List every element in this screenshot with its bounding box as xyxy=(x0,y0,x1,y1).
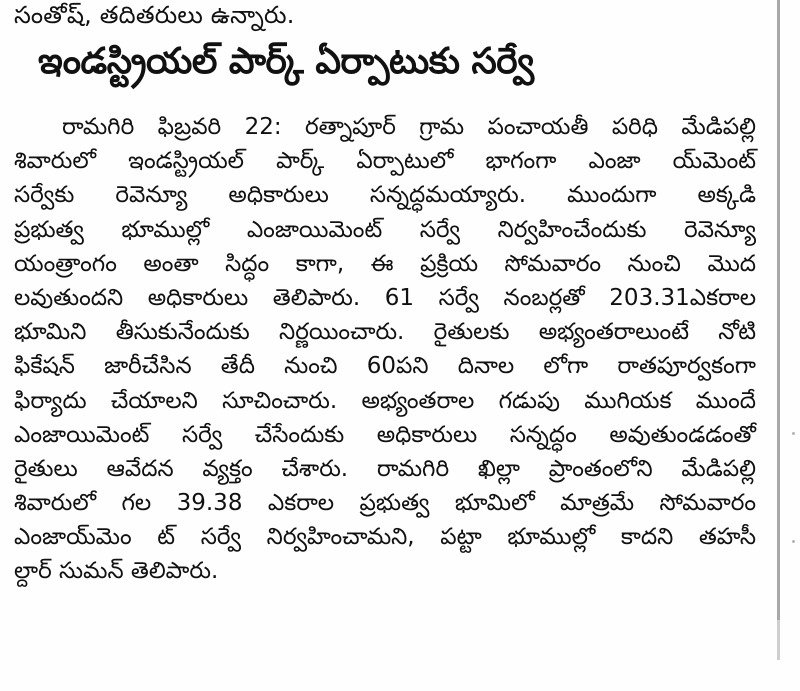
body-line: శివారులో గల 39.38 ఎకరాల ప్రభుత్వ భూమిలో మాత్రమే సోమవారం xyxy=(14,490,756,517)
body-line: ఎంజాయ్‌మెం ట్ సర్వే నిర్వహించామని, పట్టా భూముల్లో కాదని తహసీ xyxy=(14,524,756,551)
body-line: ఫికేషన్ జారీచేసిన తేదీ నుంచి 60పని దినాల లోగా రాతపూర్వకంగా xyxy=(14,353,756,380)
scan-speck xyxy=(792,540,795,543)
body-line: శివారులో ఇండస్ట్రియల్ పార్క్ ఏర్పాటులో భాగంగా ఎంజా య్‌మెంట్ xyxy=(14,148,756,175)
body-line: లవుతుందని అధికారులు తెలిపారు. 61 సర్వే నంబర్లతో 203.31ఎకరాల xyxy=(14,284,756,311)
body-line: రామగిరి ఫిబ్రవరి 22: రత్నాపూర్ గ్రామ పంచాయతీ పరిధి మేడిపల్లి xyxy=(62,114,756,140)
body-line: రైతులు ఆవేదన వ్యక్తం చేశారు. రామగిరి ఖిల్లా ప్రాంతంలోని మేడిపల్లి xyxy=(14,455,756,482)
body-line: భూమిని తీసుకునేందుకు నిర్ణయించారు. రైతులకు అభ్యంతరాలుంటే నోటి xyxy=(14,319,756,346)
body-line: ఫిర్యాదు చేయాలని సూచించారు. అభ్యంతరాల గడుపు ముగియక ముందే xyxy=(14,387,756,414)
body-line: ఎంజాయిమెంట్ సర్వే చేసేందుకు అధికారులు సన్నద్ధం అవుతుండడంతో xyxy=(14,421,756,448)
previous-article-tail: సంతోష్, తదితరులు ఉన్నారు. xyxy=(14,1,295,29)
article-headline: ఇండస్ట్రియల్ పార్క్ ఏర్పాటుకు సర్వే xyxy=(38,41,534,82)
column-divider xyxy=(777,0,780,660)
body-line: ప్రభుత్వ భూముల్లో ఎంజాయిమెంట్ సర్వే నిర్వహించేందుకు రెవెన్యూ xyxy=(14,216,756,243)
scan-speck xyxy=(792,432,795,435)
article-body xyxy=(14,110,756,589)
body-line: ల్దార్ సుమన్ తెలిపారు. xyxy=(14,558,219,585)
column-divider-fade xyxy=(777,620,780,660)
body-line: సర్వేకు రెవెన్యూ అధికారులు సన్నద్ధమయ్యారు. ముందుగా అక్కడి xyxy=(14,182,756,209)
body-line: యంత్రాంగం అంతా సిద్ధం కాగా, ఈ ప్రక్రియ సోమవారం నుంచి మొద xyxy=(14,250,756,277)
